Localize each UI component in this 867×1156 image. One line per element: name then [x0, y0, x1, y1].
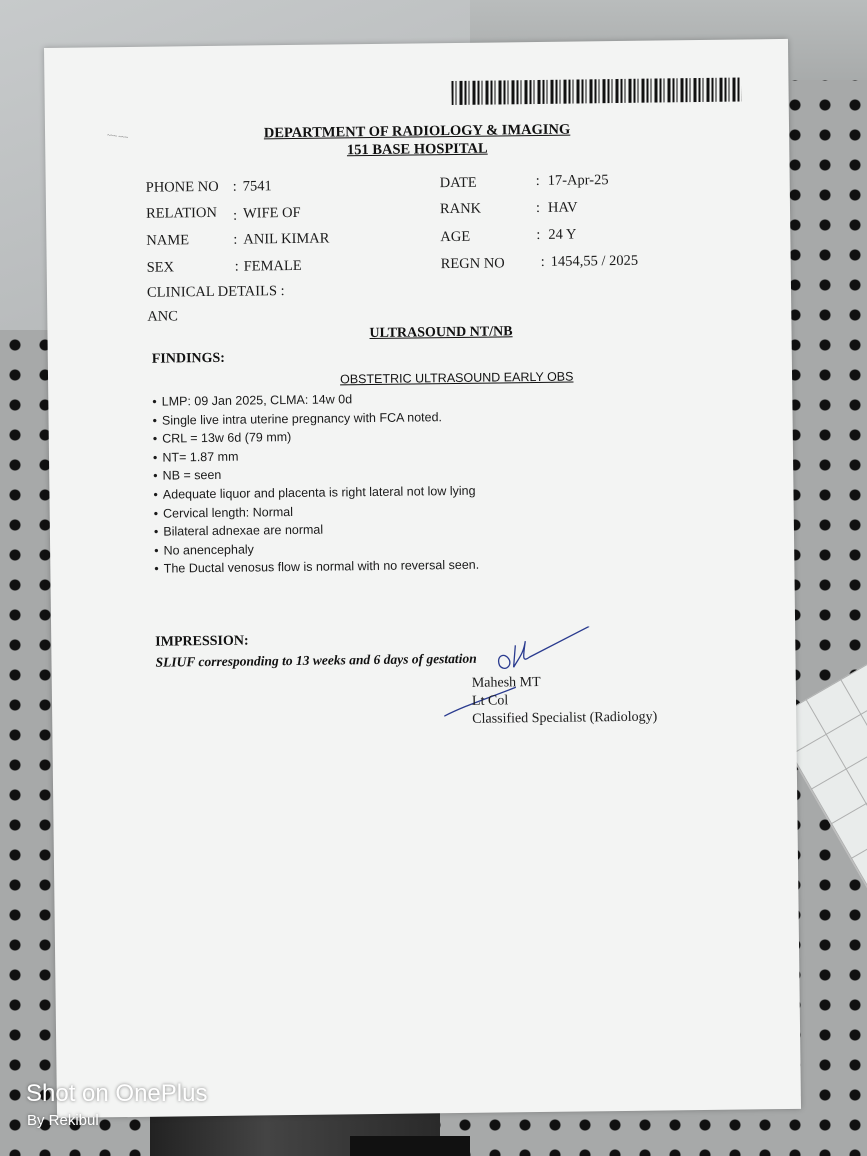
impression-heading: IMPRESSION:	[155, 633, 249, 650]
signer-name: Mahesh MT	[471, 674, 541, 691]
report-paper	[44, 39, 801, 1118]
name-sep: :	[233, 231, 238, 248]
sex-label: SEX	[146, 259, 175, 276]
camera-watermark-author: By Rekibul	[27, 1112, 99, 1129]
impression-text: SLIUF corresponding to 13 weeks and 6 days of gestation	[155, 650, 477, 670]
finding-item: • NT= 1.87 mm	[153, 445, 478, 468]
relation-value: WIFE OF	[242, 204, 301, 222]
name-value: ANIL KIMAR	[243, 230, 330, 248]
findings-heading: FINDINGS:	[151, 350, 226, 367]
finding-item: • Single live intra uterine pregnancy with FCA noted.	[152, 407, 477, 430]
regn-value: 1454,55 / 2025	[550, 252, 639, 270]
signer-designation: Classified Specialist (Radiology)	[472, 709, 658, 727]
age-sep: :	[536, 226, 541, 243]
finding-item: • The Ductal venosus flow is normal with no reversal seen.	[154, 556, 479, 579]
phone-sep: :	[232, 178, 237, 195]
obstetric-subtitle: OBSTETRIC ULTRASOUND EARLY OBS	[339, 369, 574, 387]
scribble-mark: ~~~ ~~~	[106, 132, 129, 142]
phone-value: 7541	[242, 178, 272, 195]
sex-value: FEMALE	[243, 257, 302, 275]
regn-sep: :	[540, 253, 545, 270]
finding-item: • No anencephaly	[154, 537, 479, 560]
camera-watermark: Shot on OnePlus	[26, 1080, 208, 1107]
regn-label: REGN NO	[440, 255, 505, 273]
phone-label: PHONE NO	[145, 178, 219, 196]
date-label: DATE	[439, 174, 477, 192]
rank-value: HAV	[547, 199, 578, 216]
ultrasound-print-label	[350, 1136, 470, 1156]
rank-label: RANK	[439, 200, 482, 218]
finding-item: • Adequate liquor and placenta is right lateral not low lying	[153, 482, 478, 505]
relation-sep: :	[232, 207, 238, 224]
findings-list	[152, 389, 479, 579]
age-label: AGE	[440, 228, 471, 246]
rank-sep: :	[535, 199, 541, 217]
finding-item: • LMP: 09 Jan 2025, CLMA: 14w 0d	[152, 389, 477, 412]
finding-item: • Bilateral adnexae are normal	[154, 519, 479, 542]
finding-item: • Cervical length: Normal	[154, 500, 479, 523]
sex-sep: :	[234, 258, 239, 275]
department-title: DEPARTMENT OF RADIOLOGY & IMAGING	[263, 121, 571, 142]
finding-item: • CRL = 13w 6d (79 mm)	[153, 426, 478, 449]
clinical-details-label: CLINICAL DETAILS :	[146, 283, 285, 301]
date-sep: :	[535, 172, 540, 190]
relation-label: RELATION	[145, 204, 218, 222]
age-value: 24 Y	[548, 226, 577, 243]
date-value: 17-Apr-25	[547, 172, 609, 189]
clinical-details-value: ANC	[147, 308, 179, 325]
hospital-title: 151 BASE HOSPITAL	[346, 140, 488, 159]
finding-item: • NB = seen	[153, 463, 478, 486]
signer-rank: Lt Col	[471, 693, 509, 709]
report-title: ULTRASOUND NT/NB	[369, 324, 513, 342]
name-label: NAME	[146, 232, 190, 249]
barcode	[451, 77, 741, 105]
